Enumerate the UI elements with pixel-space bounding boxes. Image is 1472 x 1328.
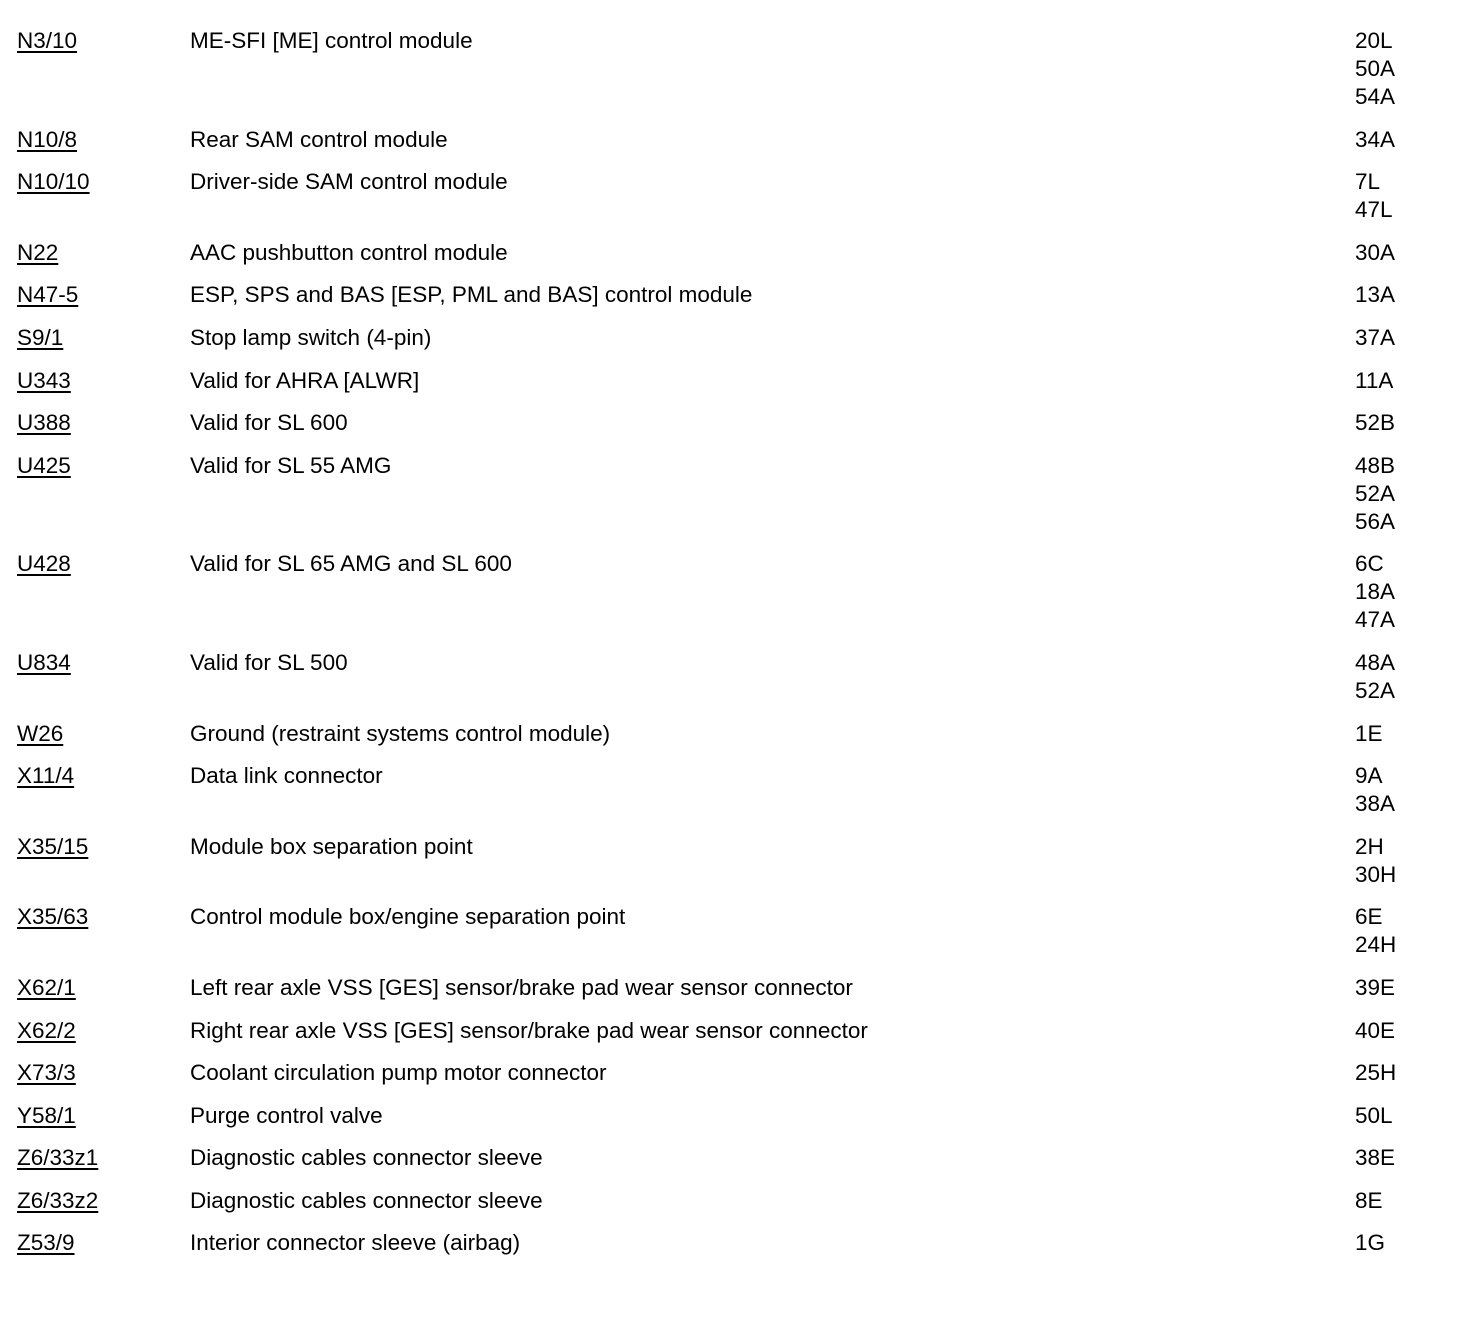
grid-location-list bbox=[1355, 239, 1472, 267]
component-description: Interior connector sleeve (airbag) bbox=[190, 1230, 521, 1256]
component-code-link[interactable]: X11/4 bbox=[17, 763, 75, 789]
grid-location-list bbox=[1355, 126, 1472, 154]
legend-row bbox=[0, 409, 1472, 437]
grid-location: 40E bbox=[1355, 1017, 1396, 1043]
grid-location-list bbox=[1355, 1017, 1472, 1045]
grid-location-list bbox=[1355, 452, 1472, 536]
component-code-link[interactable]: N10/8 bbox=[17, 126, 78, 152]
grid-location-list bbox=[1355, 974, 1472, 1002]
component-description: ESP, SPS and BAS [ESP, PML and BAS] control module bbox=[190, 282, 753, 308]
grid-location: 30A bbox=[1355, 239, 1396, 265]
grid-location-list bbox=[1355, 720, 1472, 748]
component-description: ME-SFI [ME] control module bbox=[190, 28, 473, 53]
component-description: Left rear axle VSS [GES] sensor/brake pad wear sensor connector bbox=[190, 974, 853, 1000]
component-code-link[interactable]: N10/10 bbox=[17, 169, 90, 195]
grid-location-list bbox=[1355, 324, 1472, 352]
legend-row bbox=[0, 974, 1472, 1002]
grid-location: 39E bbox=[1355, 974, 1396, 1000]
grid-location: 2H bbox=[1355, 833, 1384, 859]
grid-location-list bbox=[1355, 833, 1472, 889]
legend-row bbox=[0, 1017, 1472, 1045]
grid-location: 38E bbox=[1355, 1145, 1396, 1171]
grid-location: 11A bbox=[1355, 367, 1394, 393]
grid-location-list bbox=[1355, 27, 1472, 111]
grid-location: 37A bbox=[1355, 324, 1396, 350]
component-code-link[interactable]: Z53/9 bbox=[17, 1230, 75, 1256]
legend-row bbox=[0, 1229, 1472, 1257]
grid-location: 52A bbox=[1355, 677, 1396, 703]
grid-location-list bbox=[1355, 1059, 1472, 1087]
legend-row bbox=[0, 1187, 1472, 1215]
component-description: Data link connector bbox=[190, 763, 383, 789]
grid-location: 56A bbox=[1355, 508, 1396, 534]
legend-row bbox=[0, 1059, 1472, 1087]
legend-row bbox=[0, 762, 1472, 818]
grid-location: 8E bbox=[1355, 1187, 1383, 1213]
grid-location: 50A bbox=[1355, 56, 1396, 81]
grid-location-list bbox=[1355, 762, 1472, 818]
grid-location-list bbox=[1355, 367, 1472, 395]
component-description: Valid for SL 600 bbox=[190, 410, 348, 436]
component-code-link[interactable]: U388 bbox=[17, 410, 71, 436]
grid-location: 47A bbox=[1355, 607, 1396, 633]
component-description: Valid for SL 55 AMG bbox=[190, 452, 392, 478]
grid-location: 1G bbox=[1355, 1230, 1386, 1256]
grid-location: 48B bbox=[1355, 452, 1396, 478]
component-code-link[interactable]: N3/10 bbox=[17, 28, 78, 53]
grid-location: 24H bbox=[1355, 932, 1397, 958]
grid-location: 30H bbox=[1355, 861, 1397, 887]
component-legend-table bbox=[0, 27, 1472, 1272]
grid-location: 6C bbox=[1355, 551, 1384, 577]
grid-location-list bbox=[1355, 1102, 1472, 1130]
legend-row bbox=[0, 324, 1472, 352]
grid-location: 52B bbox=[1355, 410, 1396, 436]
grid-location: 34A bbox=[1355, 126, 1396, 152]
grid-location: 6E bbox=[1355, 904, 1383, 930]
component-description: Rear SAM control module bbox=[190, 126, 448, 152]
component-code-link[interactable]: U425 bbox=[17, 452, 71, 478]
legend-row bbox=[0, 720, 1472, 748]
component-description: Purge control valve bbox=[190, 1102, 383, 1128]
grid-location-list bbox=[1355, 409, 1472, 437]
grid-location: 48A bbox=[1355, 649, 1396, 675]
component-description: Coolant circulation pump motor connector bbox=[190, 1060, 607, 1086]
legend-row bbox=[0, 1144, 1472, 1172]
component-code-link[interactable]: U428 bbox=[17, 551, 71, 577]
grid-location: 50L bbox=[1355, 1102, 1393, 1128]
legend-row bbox=[0, 27, 1472, 111]
component-description: Valid for SL 65 AMG and SL 600 bbox=[190, 551, 512, 577]
component-code-link[interactable]: U343 bbox=[17, 367, 71, 393]
legend-row bbox=[0, 649, 1472, 705]
legend-row bbox=[0, 126, 1472, 154]
grid-location: 18A bbox=[1355, 579, 1396, 605]
component-code-link[interactable]: X35/63 bbox=[17, 904, 89, 930]
grid-location: 1E bbox=[1355, 720, 1383, 746]
grid-location-list bbox=[1355, 1187, 1472, 1215]
component-code-link[interactable]: N22 bbox=[17, 239, 59, 265]
grid-location-list bbox=[1355, 168, 1472, 224]
grid-location: 25H bbox=[1355, 1060, 1397, 1086]
grid-location-list bbox=[1355, 1144, 1472, 1172]
component-code-link[interactable]: N47-5 bbox=[17, 282, 79, 308]
legend-row bbox=[0, 550, 1472, 634]
component-description: Module box separation point bbox=[190, 833, 473, 859]
component-description: Diagnostic cables connector sleeve bbox=[190, 1187, 543, 1213]
grid-location-list bbox=[1355, 550, 1472, 634]
grid-location: 9A bbox=[1355, 763, 1383, 789]
grid-location-list bbox=[1355, 281, 1472, 309]
component-description: Right rear axle VSS [GES] sensor/brake pad wear sensor connector bbox=[190, 1017, 868, 1043]
grid-location: 13A bbox=[1355, 282, 1396, 308]
legend-row bbox=[0, 903, 1472, 959]
grid-location: 52A bbox=[1355, 480, 1396, 506]
component-code-link[interactable]: X73/3 bbox=[17, 1060, 76, 1086]
component-description: Ground (restraint systems control module) bbox=[190, 720, 611, 746]
grid-location: 20L bbox=[1355, 28, 1393, 53]
grid-location: 54A bbox=[1355, 84, 1396, 109]
component-description: Valid for SL 500 bbox=[190, 649, 348, 675]
grid-location: 38A bbox=[1355, 791, 1396, 817]
grid-location: 47L bbox=[1355, 197, 1393, 223]
component-code-link[interactable]: X62/1 bbox=[17, 974, 76, 1000]
component-code-link[interactable]: S9/1 bbox=[17, 324, 64, 350]
component-description: Control module box/engine separation point bbox=[190, 904, 626, 930]
legend-row bbox=[0, 1102, 1472, 1130]
legend-row bbox=[0, 833, 1472, 889]
grid-location-list bbox=[1355, 1229, 1472, 1257]
component-code-link[interactable]: U834 bbox=[17, 649, 71, 675]
component-description: Valid for AHRA [ALWR] bbox=[190, 367, 420, 393]
legend-row bbox=[0, 281, 1472, 309]
legend-row bbox=[0, 168, 1472, 224]
component-description: AAC pushbutton control module bbox=[190, 239, 508, 265]
legend-row bbox=[0, 452, 1472, 536]
grid-location: 7L bbox=[1355, 169, 1381, 195]
grid-location-list bbox=[1355, 903, 1472, 959]
component-code-link[interactable]: Y58/1 bbox=[17, 1102, 76, 1128]
component-description: Stop lamp switch (4-pin) bbox=[190, 324, 432, 350]
component-description: Driver-side SAM control module bbox=[190, 169, 508, 195]
component-code-link[interactable]: Z6/33z1 bbox=[17, 1145, 99, 1171]
component-description: Diagnostic cables connector sleeve bbox=[190, 1145, 543, 1171]
component-code-link[interactable]: W26 bbox=[17, 720, 64, 746]
component-code-link[interactable]: X62/2 bbox=[17, 1017, 76, 1043]
component-code-link[interactable]: Z6/33z2 bbox=[17, 1187, 99, 1213]
legend-row bbox=[0, 367, 1472, 395]
component-code-link[interactable]: X35/15 bbox=[17, 833, 89, 859]
legend-row bbox=[0, 239, 1472, 267]
grid-location-list bbox=[1355, 649, 1472, 705]
